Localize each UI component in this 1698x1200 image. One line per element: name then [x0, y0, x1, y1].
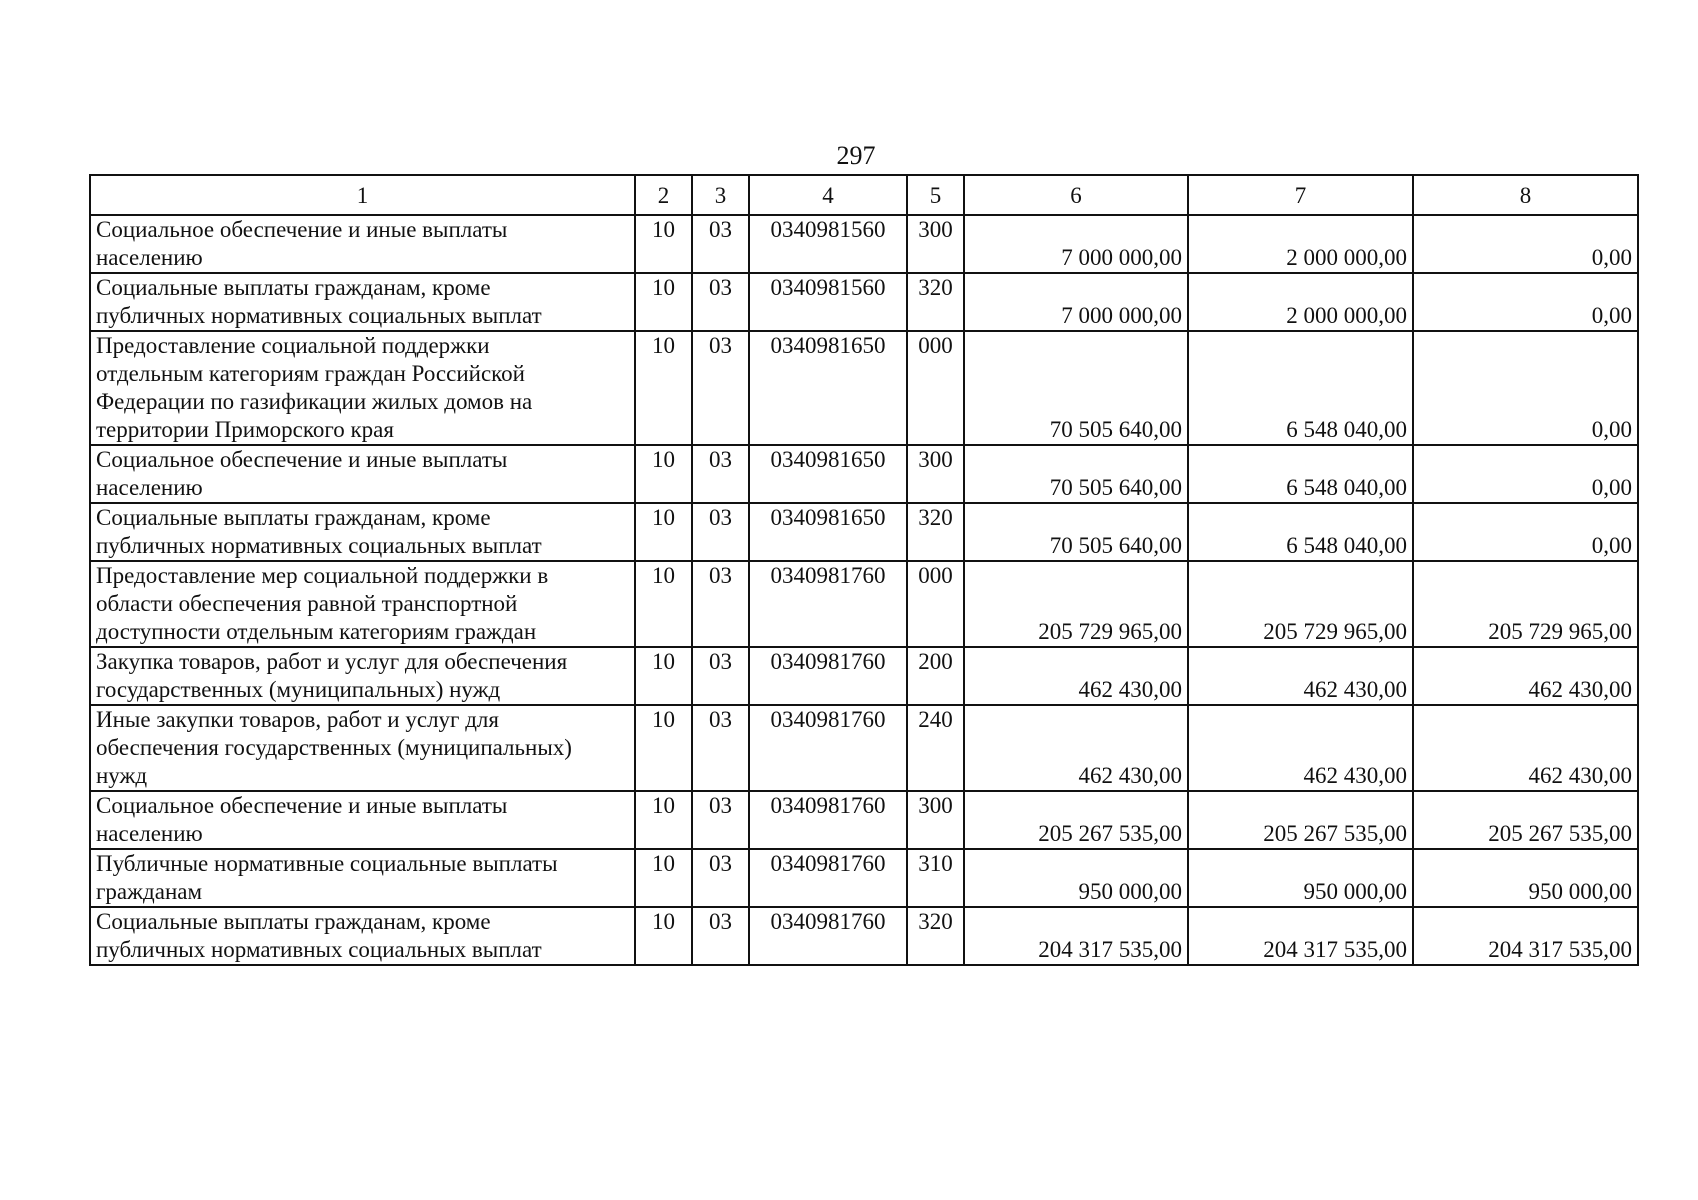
table-row: [90, 705, 1638, 791]
column-header-3: 3: [692, 175, 749, 215]
description-line: Предоставление мер социальной поддержки в: [96, 563, 549, 588]
amount-column-8: 0,00: [1413, 445, 1638, 503]
amount-column-7: 2 000 000,00: [1188, 215, 1413, 273]
row-description: [90, 561, 635, 647]
expense-type-code: 300: [907, 445, 964, 503]
amount-column-7: 204 317 535,00: [1188, 907, 1413, 965]
amount-column-8: 0,00: [1413, 273, 1638, 331]
description-line: территории Приморского края: [96, 417, 394, 442]
description-line: гражданам: [96, 879, 203, 904]
subsection-code: 03: [692, 561, 749, 647]
table-row: [90, 215, 1638, 273]
target-article-code: 0340981560: [749, 215, 907, 273]
expense-type-code: 240: [907, 705, 964, 791]
description-line: Предоставление социальной поддержки: [96, 333, 490, 358]
description-line: Иные закупки товаров, работ и услуг для: [96, 707, 499, 732]
column-header-1: 1: [90, 175, 635, 215]
expense-type-code: 300: [907, 215, 964, 273]
subsection-code: 03: [692, 331, 749, 445]
amount-column-8: 462 430,00: [1413, 647, 1638, 705]
target-article-code: 0340981760: [749, 791, 907, 849]
amount-column-8: 204 317 535,00: [1413, 907, 1638, 965]
description-line: нужд: [96, 763, 148, 788]
expense-type-code: 000: [907, 561, 964, 647]
row-description: [90, 849, 635, 907]
section-code: 10: [635, 705, 692, 791]
column-header-6: 6: [964, 175, 1188, 215]
expense-type-code: 300: [907, 791, 964, 849]
amount-column-6: 70 505 640,00: [964, 445, 1188, 503]
subsection-code: 03: [692, 273, 749, 331]
amount-column-6: 70 505 640,00: [964, 503, 1188, 561]
description-line: Социальное обеспечение и иные выплаты: [96, 447, 508, 472]
amount-column-7: 6 548 040,00: [1188, 331, 1413, 445]
column-header-4: 4: [749, 175, 907, 215]
table-body: [90, 215, 1638, 965]
subsection-code: 03: [692, 907, 749, 965]
table-row: [90, 647, 1638, 705]
expense-type-code: 000: [907, 331, 964, 445]
target-article-code: 0340981650: [749, 445, 907, 503]
amount-column-8: 205 267 535,00: [1413, 791, 1638, 849]
amount-column-6: 7 000 000,00: [964, 273, 1188, 331]
description-line: населению: [96, 475, 203, 500]
amount-column-7: 950 000,00: [1188, 849, 1413, 907]
expense-type-code: 320: [907, 907, 964, 965]
expense-type-code: 200: [907, 647, 964, 705]
section-code: 10: [635, 273, 692, 331]
subsection-code: 03: [692, 647, 749, 705]
row-description: [90, 791, 635, 849]
section-code: 10: [635, 791, 692, 849]
target-article-code: 0340981760: [749, 561, 907, 647]
description-line: Социальные выплаты гражданам, кроме: [96, 505, 491, 530]
description-line: Закупка товаров, работ и услуг для обеспечения: [96, 649, 568, 674]
table-row: [90, 561, 1638, 647]
section-code: 10: [635, 907, 692, 965]
page-number: 297: [836, 141, 876, 170]
target-article-code: 0340981650: [749, 503, 907, 561]
section-code: 10: [635, 445, 692, 503]
description-line: публичных нормативных социальных выплат: [96, 937, 542, 962]
row-description: [90, 647, 635, 705]
section-code: 10: [635, 647, 692, 705]
target-article-code: 0340981760: [749, 849, 907, 907]
amount-column-6: 204 317 535,00: [964, 907, 1188, 965]
subsection-code: 03: [692, 849, 749, 907]
amount-column-6: 205 729 965,00: [964, 561, 1188, 647]
amount-column-8: 462 430,00: [1413, 705, 1638, 791]
description-line: области обеспечения равной транспортной: [96, 591, 518, 616]
amount-column-6: 950 000,00: [964, 849, 1188, 907]
amount-column-6: 7 000 000,00: [964, 215, 1188, 273]
row-description: [90, 215, 635, 273]
amount-column-8: 0,00: [1413, 503, 1638, 561]
description-line: государственных (муниципальных) нужд: [96, 677, 501, 702]
expense-type-code: 320: [907, 273, 964, 331]
column-header-8: 8: [1413, 175, 1638, 215]
amount-column-7: 462 430,00: [1188, 705, 1413, 791]
row-description: [90, 445, 635, 503]
section-code: 10: [635, 561, 692, 647]
amount-column-8: 950 000,00: [1413, 849, 1638, 907]
row-description: [90, 907, 635, 965]
table-row: [90, 273, 1638, 331]
amount-column-7: 205 729 965,00: [1188, 561, 1413, 647]
description-line: Публичные нормативные социальные выплаты: [96, 851, 558, 876]
table-row: [90, 849, 1638, 907]
section-code: 10: [635, 503, 692, 561]
table-row: [90, 503, 1638, 561]
target-article-code: 0340981650: [749, 331, 907, 445]
description-line: публичных нормативных социальных выплат: [96, 533, 542, 558]
target-article-code: 0340981560: [749, 273, 907, 331]
description-line: отдельным категориям граждан Российской: [96, 361, 525, 386]
table-row: [90, 445, 1638, 503]
description-line: Социальные выплаты гражданам, кроме: [96, 909, 491, 934]
description-line: публичных нормативных социальных выплат: [96, 303, 542, 328]
column-header-7: 7: [1188, 175, 1413, 215]
header-row: [90, 175, 1638, 215]
subsection-code: 03: [692, 215, 749, 273]
description-line: доступности отдельным категориям граждан: [96, 619, 537, 644]
amount-column-6: 205 267 535,00: [964, 791, 1188, 849]
row-description: [90, 503, 635, 561]
subsection-code: 03: [692, 445, 749, 503]
amount-column-7: 6 548 040,00: [1188, 445, 1413, 503]
amount-column-6: 462 430,00: [964, 647, 1188, 705]
subsection-code: 03: [692, 705, 749, 791]
section-code: 10: [635, 215, 692, 273]
description-line: Социальное обеспечение и иные выплаты: [96, 793, 508, 818]
target-article-code: 0340981760: [749, 647, 907, 705]
table-row: [90, 907, 1638, 965]
expense-type-code: 310: [907, 849, 964, 907]
row-description: [90, 273, 635, 331]
description-line: населению: [96, 245, 203, 270]
amount-column-8: 0,00: [1413, 215, 1638, 273]
amount-column-7: 6 548 040,00: [1188, 503, 1413, 561]
budget-table: [89, 174, 1639, 966]
table-header: [90, 175, 1638, 215]
section-code: 10: [635, 849, 692, 907]
target-article-code: 0340981760: [749, 705, 907, 791]
subsection-code: 03: [692, 503, 749, 561]
description-line: Социальное обеспечение и иные выплаты: [96, 217, 508, 242]
row-description: [90, 705, 635, 791]
row-description: [90, 331, 635, 445]
description-line: населению: [96, 821, 203, 846]
description-line: обеспечения государственных (муниципальных): [96, 735, 572, 760]
subsection-code: 03: [692, 791, 749, 849]
amount-column-8: 205 729 965,00: [1413, 561, 1638, 647]
column-header-2: 2: [635, 175, 692, 215]
amount-column-7: 462 430,00: [1188, 647, 1413, 705]
target-article-code: 0340981760: [749, 907, 907, 965]
amount-column-7: 205 267 535,00: [1188, 791, 1413, 849]
table-row: [90, 331, 1638, 445]
amount-column-6: 70 505 640,00: [964, 331, 1188, 445]
column-header-5: 5: [907, 175, 964, 215]
description-line: Социальные выплаты гражданам, кроме: [96, 275, 491, 300]
expense-type-code: 320: [907, 503, 964, 561]
description-line: Федерации по газификации жилых домов на: [96, 389, 533, 414]
amount-column-6: 462 430,00: [964, 705, 1188, 791]
section-code: 10: [635, 331, 692, 445]
amount-column-7: 2 000 000,00: [1188, 273, 1413, 331]
amount-column-8: 0,00: [1413, 331, 1638, 445]
table-row: [90, 791, 1638, 849]
